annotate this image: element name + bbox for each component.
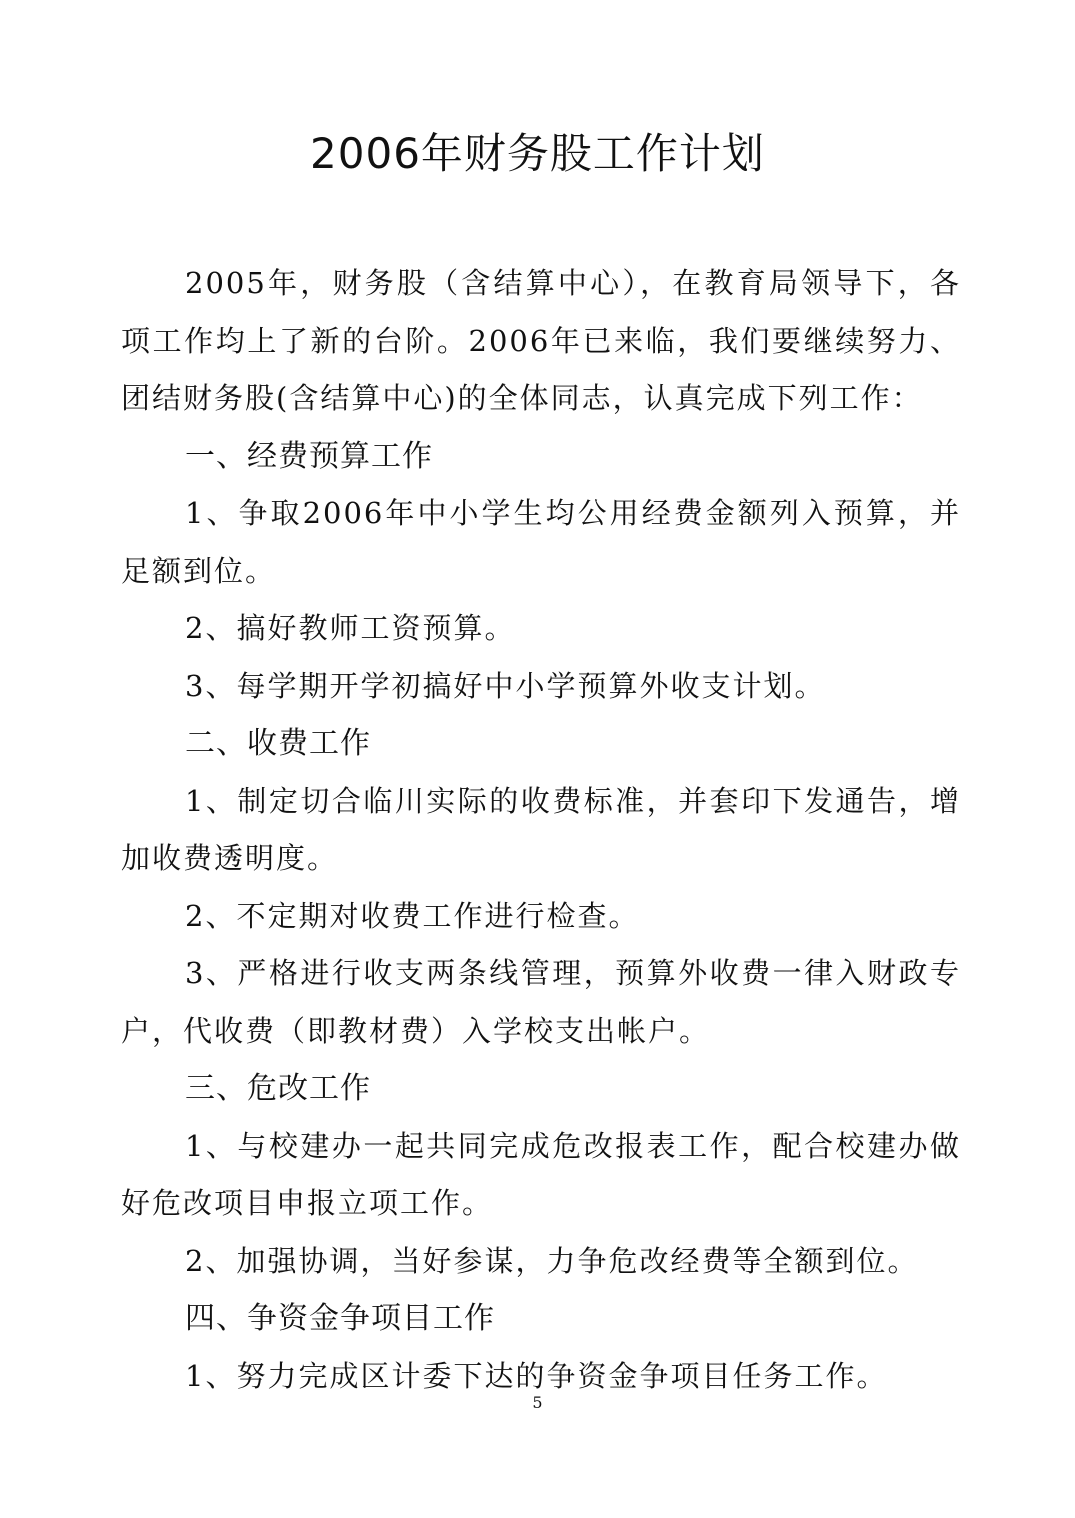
funding-item-1: 1、努力完成区计委下达的争资金争项目任务工作。 — [185, 1358, 888, 1393]
section-heading-fees: 二、收费工作 — [185, 726, 371, 761]
fees-item-2: 2、不定期对收费工作进行检查。 — [185, 898, 640, 933]
section-heading-funding: 四、争资金争项目工作 — [185, 1301, 495, 1336]
renovation-item-2: 2、加强协调，当好参谋，力争危改经费等全额到位。 — [185, 1243, 919, 1278]
budget-item-3: 3、每学期开学初搞好中小学预算外收支计划。 — [185, 668, 826, 703]
section-heading-renovation: 三、危改工作 — [185, 1071, 371, 1106]
fees-item-1: 1、制定切合临川实际的收费标准，并套印下发通告，增加收费透明度。 — [121, 783, 961, 875]
document-body — [121, 255, 961, 1405]
page-number: 5 — [532, 1393, 543, 1412]
section-heading-budget: 一、经费预算工作 — [185, 438, 433, 474]
document-title: 2006年财务股工作计划 — [310, 129, 765, 178]
renovation-item-1: 1、与校建办一起共同完成危改报表工作，配合校建办做好危改项目申报立项工作。 — [121, 1128, 961, 1220]
budget-item-2: 2、搞好教师工资预算。 — [185, 611, 516, 645]
intro-paragraph: 2005年，财务股（含结算中心），在教育局领导下，各项工作均上了新的台阶。2006年已来临，我们要继续努力、团结财务股(含结算中心)的全体同志，认真完成下列工作： — [121, 266, 961, 415]
budget-item-1: 1、争取2006年中小学生均公用经费金额列入预算，并足额到位。 — [121, 496, 961, 588]
fees-item-3: 3、严格进行收支两条线管理，预算外收费一律入财政专户，代收费（即教材费）入学校支出帐户。 — [121, 956, 961, 1048]
